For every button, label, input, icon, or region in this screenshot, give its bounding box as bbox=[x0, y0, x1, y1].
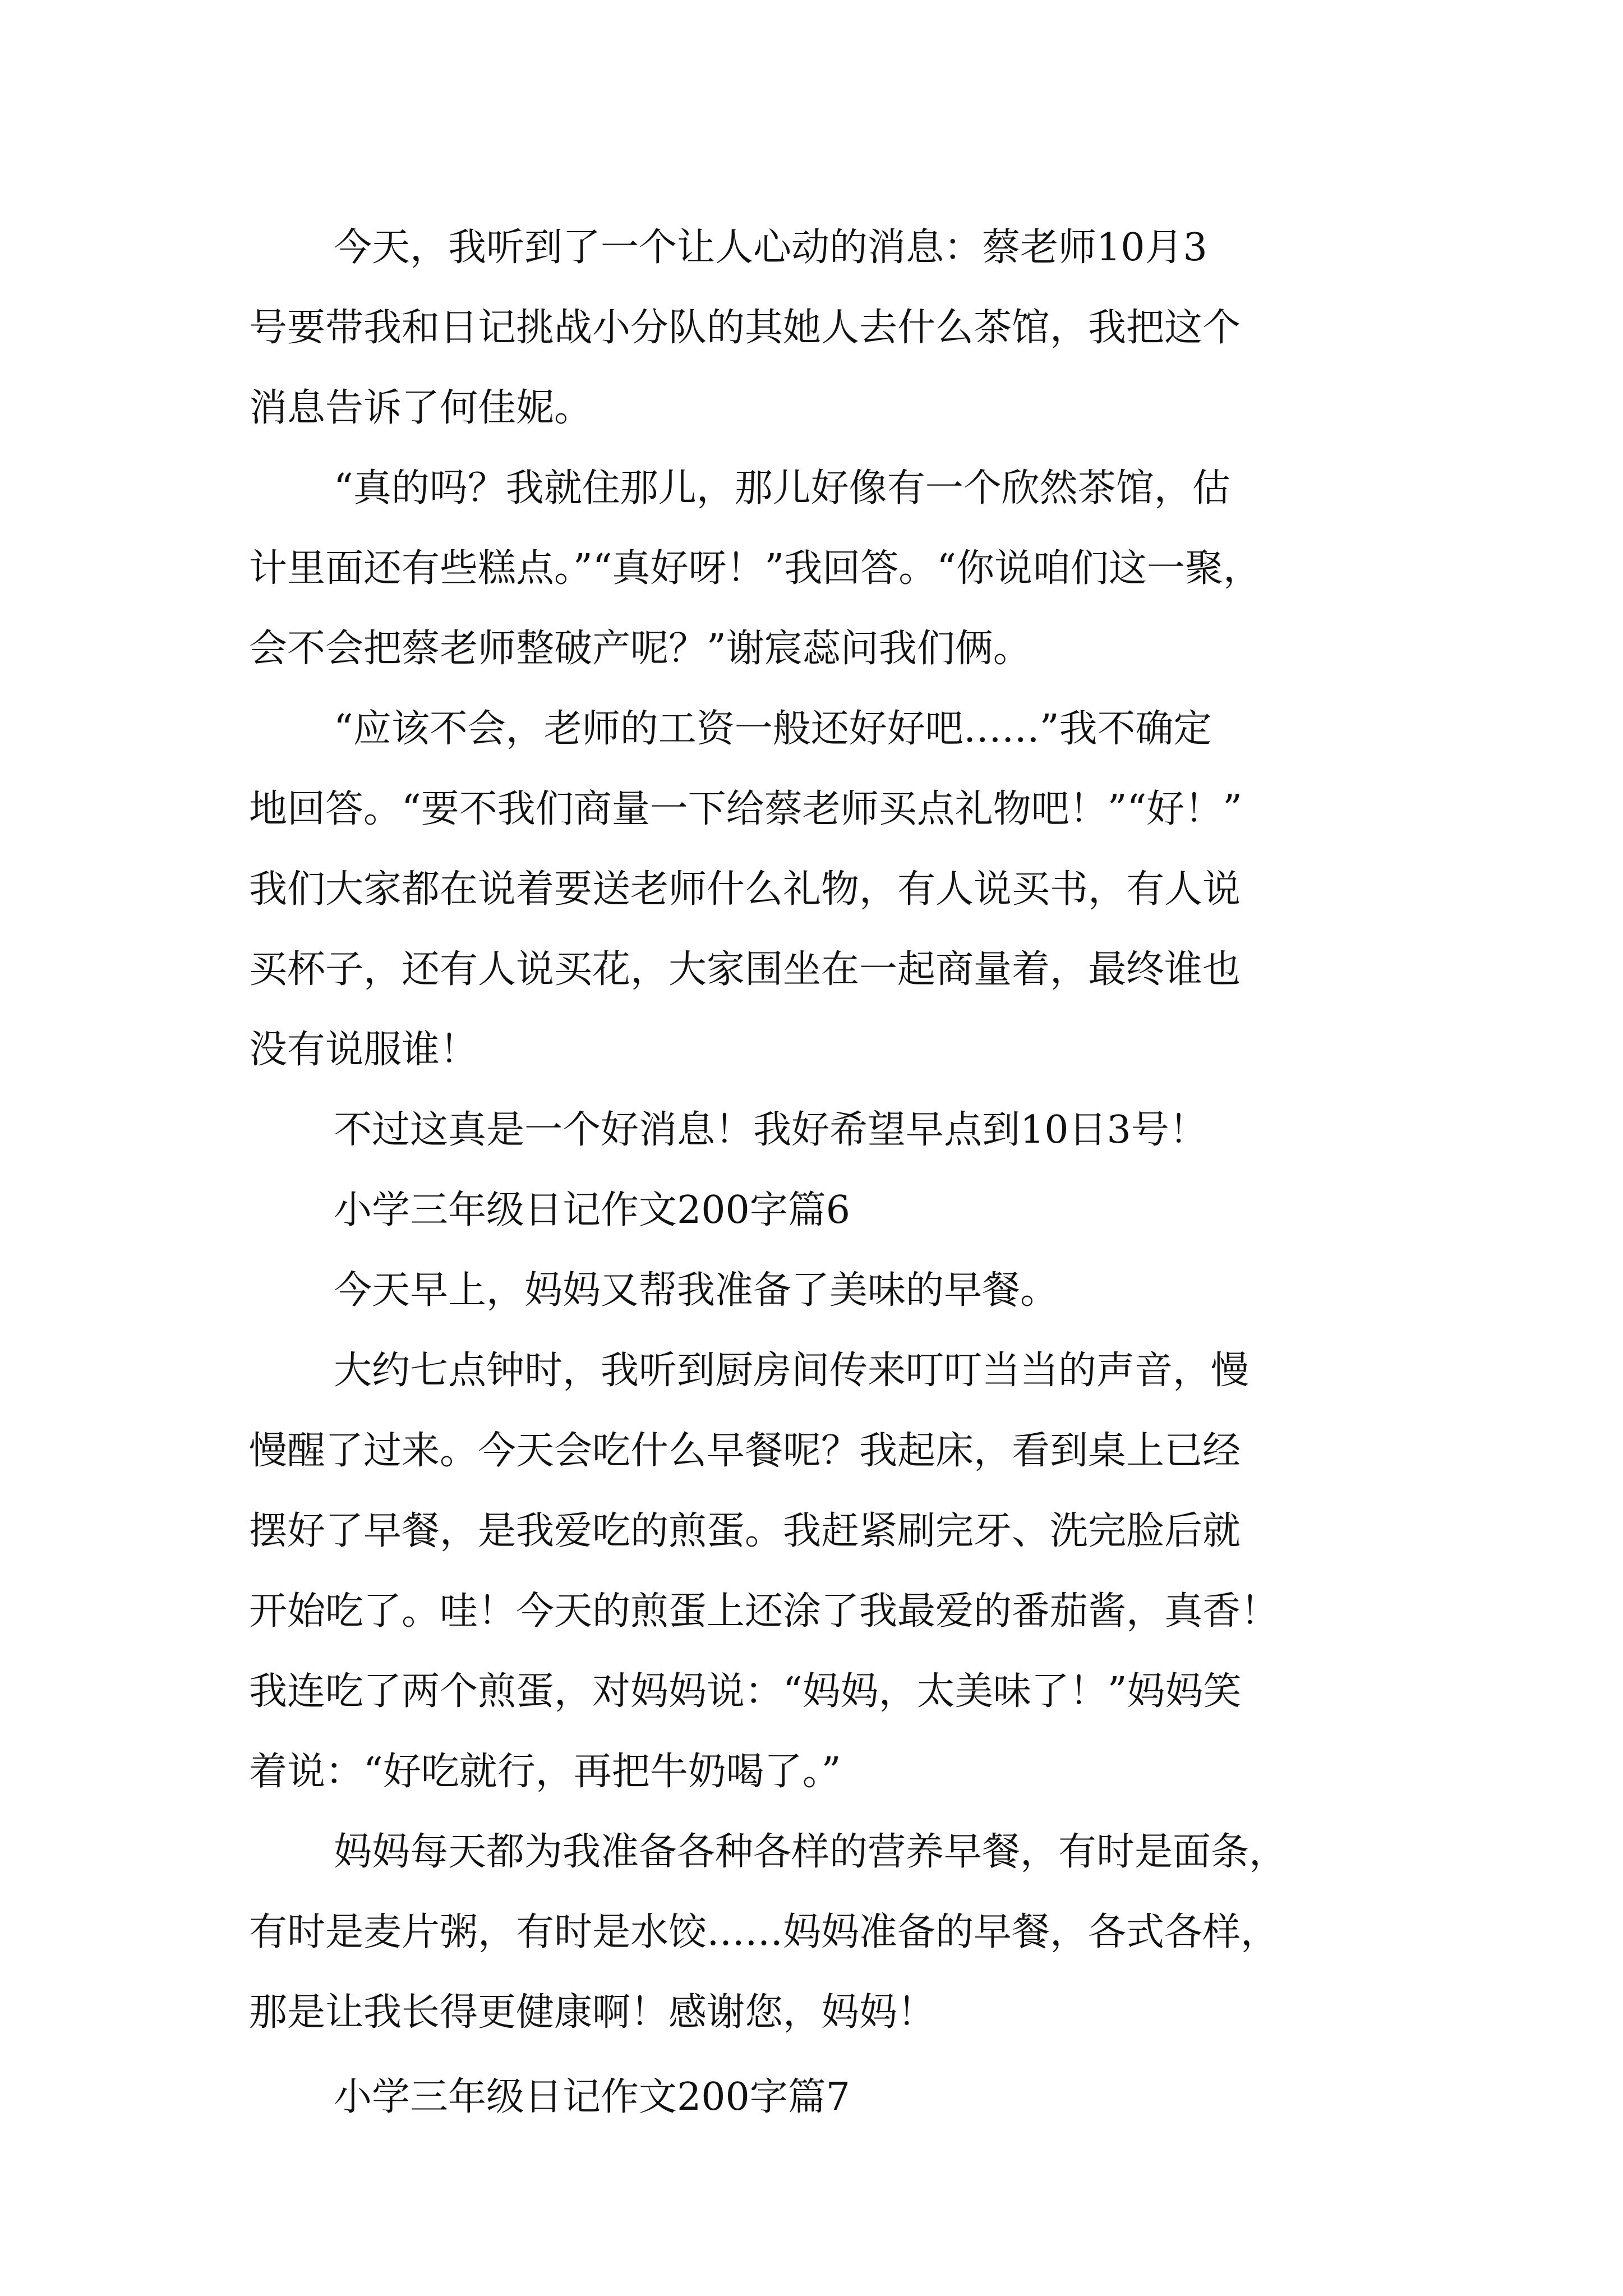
text-line: 消息告诉了何佳妮。 bbox=[249, 386, 593, 430]
text-line: 买杯子，还有人说买花，大家围坐在一起商量着，最终谁也 bbox=[249, 947, 1241, 992]
paragraph bbox=[249, 1090, 1377, 1170]
text-line: “应该不会，老师的工资一般还好好吧……”我不确定 bbox=[334, 707, 1212, 751]
paragraph bbox=[249, 208, 1377, 448]
text-line: 有时是麦片粥，有时是水饺……妈妈准备的早餐，各式各样， bbox=[249, 1910, 1279, 1954]
heading-line: 小学三年级日记作文200字篇6 bbox=[334, 1188, 851, 1232]
text-line: 慢醒了过来。今天会吃什么早餐呢？我起床，看到桌上已经 bbox=[249, 1429, 1241, 1473]
paragraph bbox=[249, 448, 1377, 689]
text-line: 妈妈每天都为我准备各种各样的营养早餐，有时是面条， bbox=[334, 1830, 1288, 1874]
text-line: 号要带我和日记挑战小分队的其她人去什么茶馆，我把这个 bbox=[249, 306, 1241, 350]
text-line: 开始吃了。哇！今天的煎蛋上还涂了我最爱的番茄酱，真香！ bbox=[249, 1589, 1279, 1634]
paragraph bbox=[249, 1250, 1377, 1331]
text-line: 没有说服谁！ bbox=[249, 1028, 478, 1072]
text-line: 着说：“好吃就行，再把牛奶喝了。” bbox=[249, 1750, 841, 1794]
text-line: “真的吗？我就住那儿，那儿好像有一个欣然茶馆，估 bbox=[334, 466, 1230, 510]
text-line: 大约七点钟时，我听到厨房间传来叮叮当当的声音，慢 bbox=[334, 1349, 1249, 1393]
text-line: 今天，我听到了一个让人心动的消息：蔡老师10月3 bbox=[334, 226, 1207, 270]
document-body bbox=[249, 208, 1377, 2137]
section-heading bbox=[249, 1170, 1377, 1250]
text-line: 不过这真是一个好消息！我好希望早点到10日3号！ bbox=[334, 1108, 1207, 1152]
text-line: 我连吃了两个煎蛋，对妈妈说：“妈妈，太美味了！”妈妈笑 bbox=[249, 1669, 1242, 1714]
text-line: 摆好了早餐，是我爱吃的煎蛋。我赶紧刷完牙、洗完脸后就 bbox=[249, 1509, 1241, 1553]
text-line: 计里面还有些糕点。”“真好呀！”我回答。“你说咱们这一聚， bbox=[249, 546, 1262, 591]
paragraph bbox=[249, 689, 1377, 1090]
section-heading bbox=[249, 2057, 1377, 2137]
paragraph bbox=[249, 1331, 1377, 1812]
text-line: 会不会把蔡老师整破产呢？”谢宸蕊问我们俩。 bbox=[249, 627, 1031, 671]
paragraph bbox=[249, 1812, 1377, 2053]
text-line: 那是让我长得更健康啊！感谢您，妈妈！ bbox=[249, 1990, 936, 2035]
text-line: 我们大家都在说着要送老师什么礼物，有人说买书，有人说 bbox=[249, 867, 1241, 912]
text-line: 今天早上，妈妈又帮我准备了美味的早餐。 bbox=[334, 1268, 1059, 1313]
text-line: 地回答。“要不我们商量一下给蔡老师买点礼物吧！”“好！” bbox=[249, 787, 1243, 831]
heading-line: 小学三年级日记作文200字篇7 bbox=[334, 2075, 851, 2119]
